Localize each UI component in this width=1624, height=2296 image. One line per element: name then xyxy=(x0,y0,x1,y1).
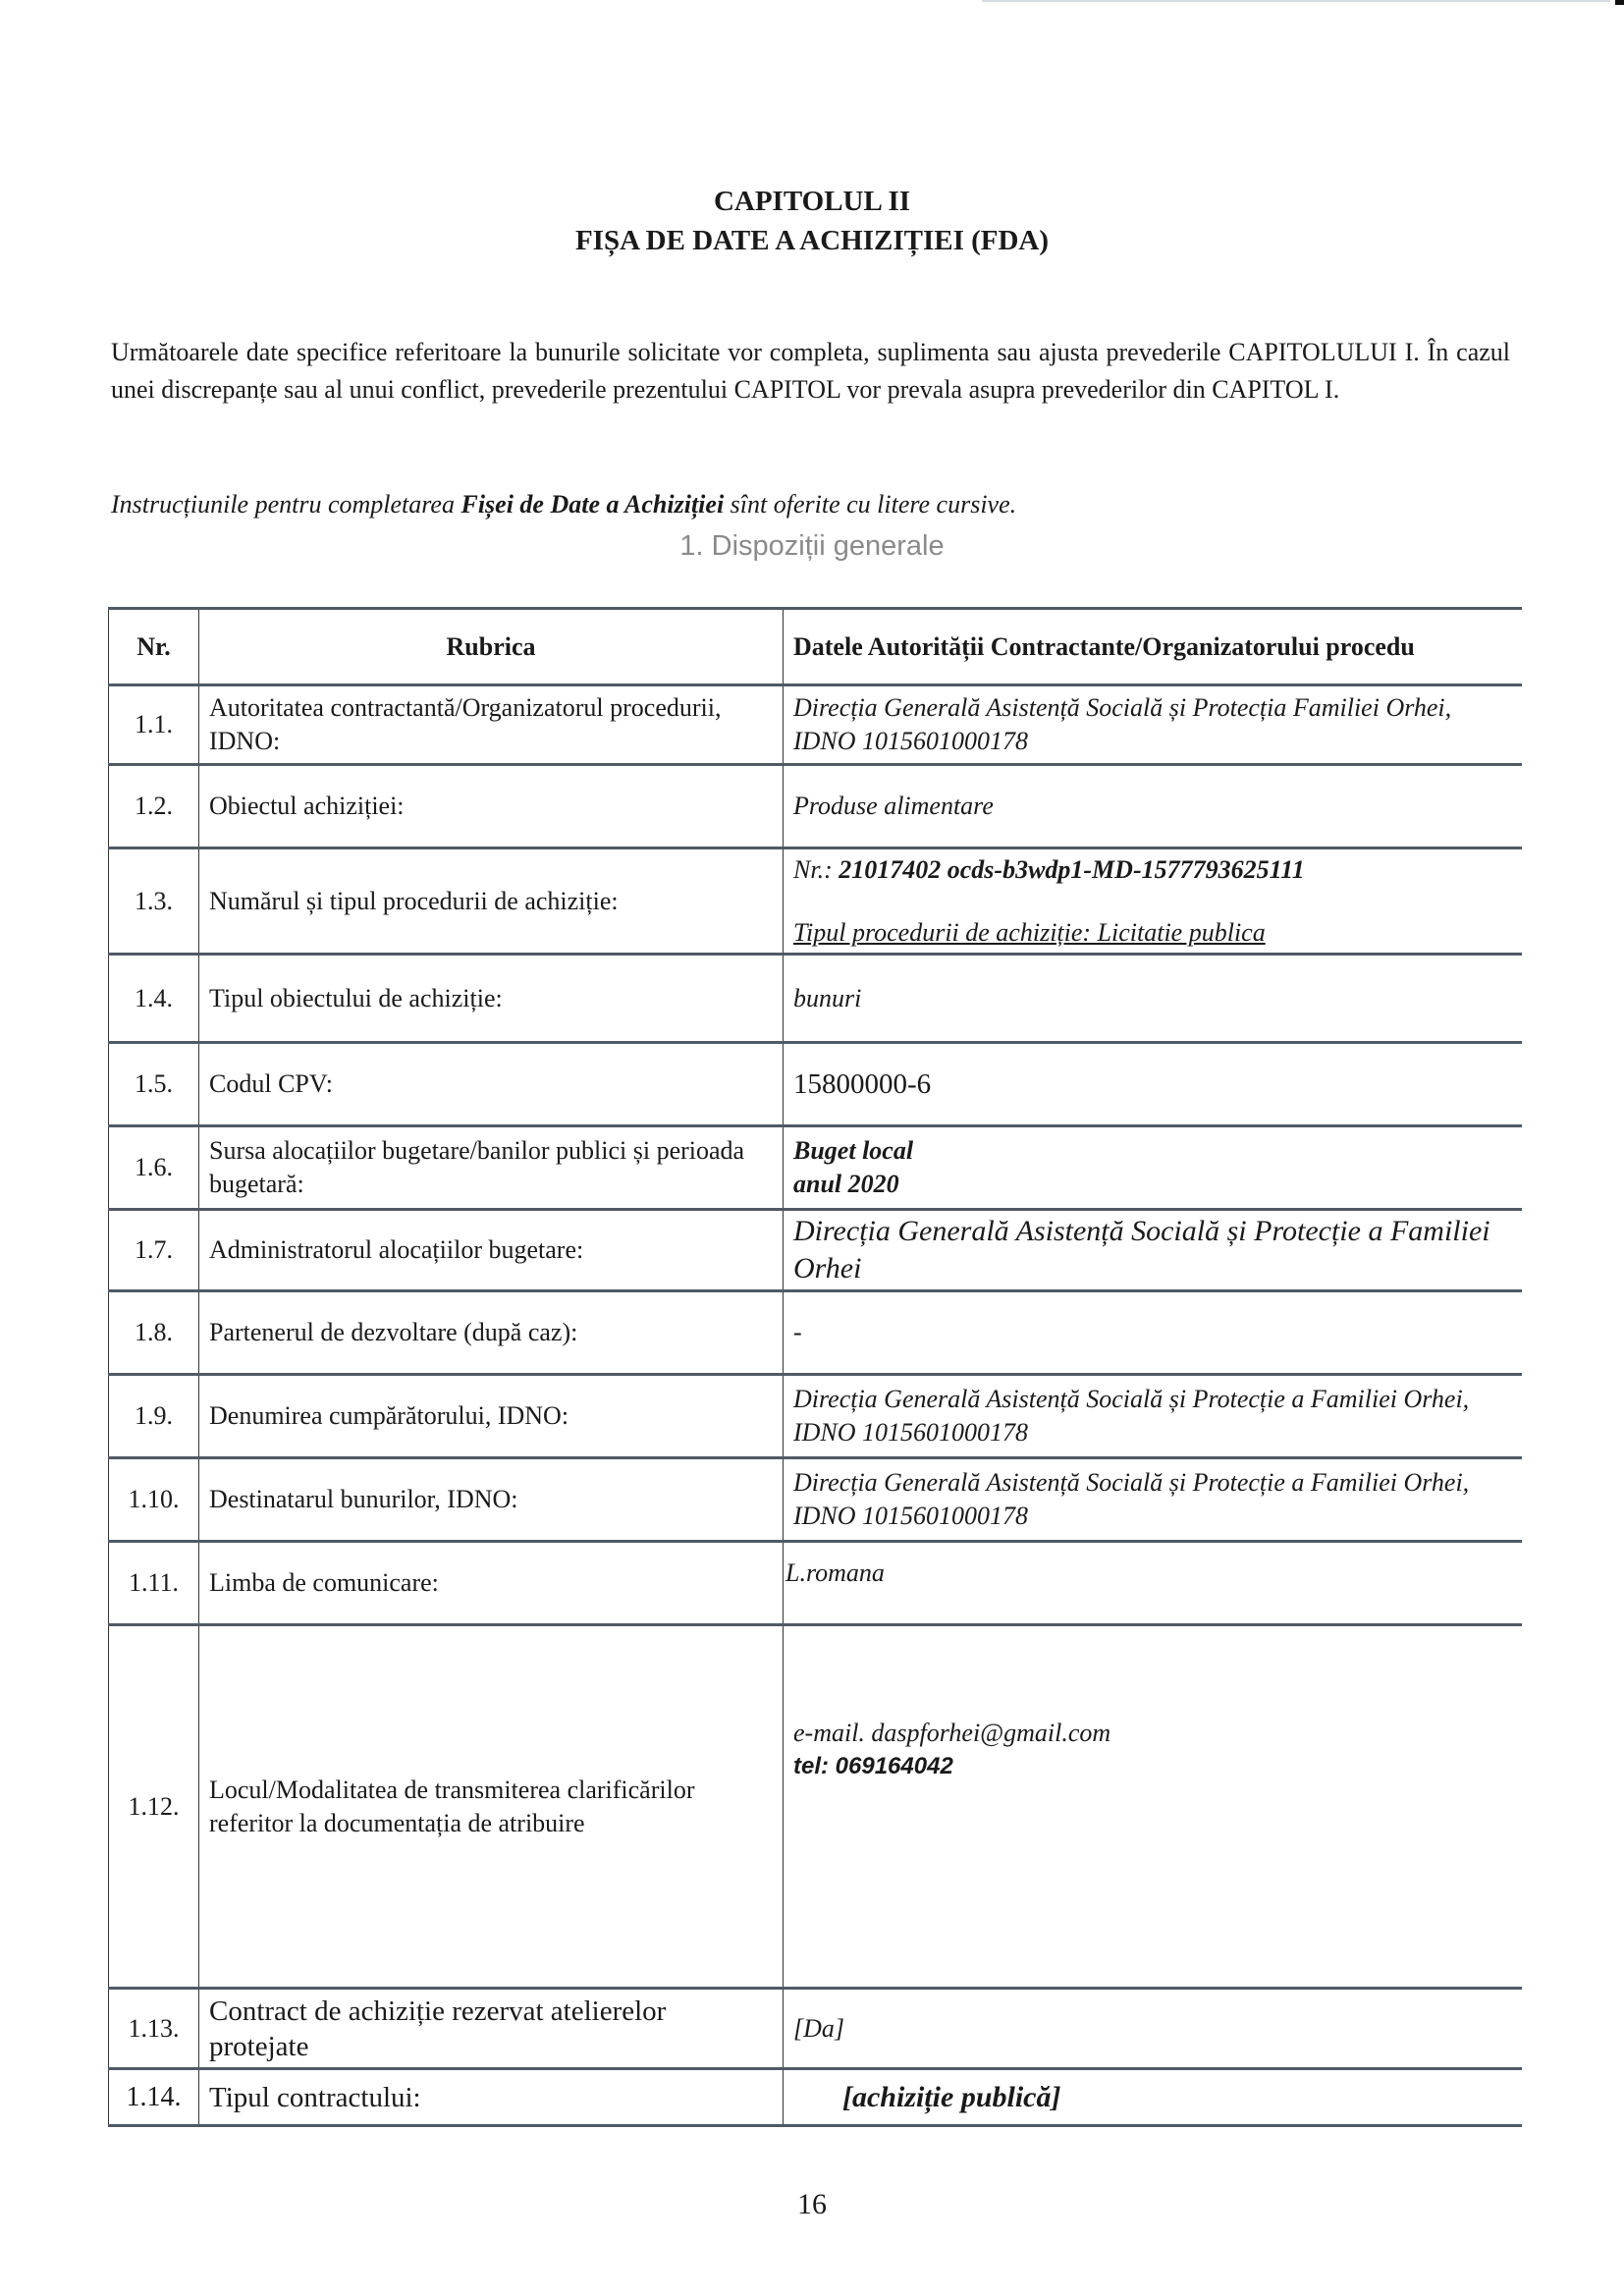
instruction-text: Instrucțiunile pentru completarea xyxy=(111,490,461,519)
row-label: Codul CPV: xyxy=(199,1043,784,1126)
row-number: 1.8. xyxy=(109,1291,199,1375)
table-row xyxy=(109,1126,1523,1210)
document-title: FIȘA DE DATE A ACHIZIȚIEI (FDA) xyxy=(574,225,1050,256)
scan-corner-mark xyxy=(1615,0,1624,5)
row-label: Sursa alocațiilor bugetare/banilor publici și perioada bugetară: xyxy=(199,1126,784,1210)
row-label: Destinatarul bunurilor, IDNO: xyxy=(199,1458,784,1542)
row-value: Direcția Generală Asistență Socială și Protecție a Familiei Orhei, IDNO 1015601000178 xyxy=(784,1375,1523,1458)
header-rubrica: Rubrica xyxy=(199,609,784,685)
chapter-title xyxy=(0,182,1624,260)
row-number: 1.3. xyxy=(109,848,199,955)
row-label: Denumirea cumpărătorului, IDNO: xyxy=(199,1375,784,1458)
row-number: 1.11. xyxy=(109,1542,199,1625)
row-value xyxy=(784,848,1523,955)
row-value: L.romana xyxy=(784,1542,1523,1625)
chapter-number: CAPITOLUL II xyxy=(713,186,911,217)
table-header-row xyxy=(109,609,1523,685)
row-number: 1.9. xyxy=(109,1375,199,1458)
row-label: Tipul obiectului de achiziție: xyxy=(199,955,784,1043)
table-row xyxy=(109,1542,1523,1625)
row-label: Limba de comunicare: xyxy=(199,1542,784,1625)
row-value: [achiziție publică] xyxy=(784,2069,1523,2126)
row-number: 1.6. xyxy=(109,1126,199,1210)
table-row xyxy=(109,1043,1523,1126)
budget-period: anul 2020 xyxy=(793,1170,899,1198)
table-row xyxy=(109,765,1523,848)
row-number: 1.13. xyxy=(109,1989,199,2069)
header-nr: Nr. xyxy=(109,609,199,685)
instruction-text-end: sînt oferite cu litere cursive. xyxy=(724,490,1017,519)
contact-email: e-mail. daspforhei@gmail.com xyxy=(793,1719,1111,1747)
row-value: - xyxy=(784,1291,1523,1375)
row-number: 1.2. xyxy=(109,765,199,848)
table-row xyxy=(109,2069,1523,2126)
row-value: Direcția Generală Asistență Socială și Protecție a Familiei Orhei, IDNO 1015601000178 xyxy=(784,1458,1523,1542)
row-value: [Da] xyxy=(784,1989,1523,2069)
row-value: Direcția Generală Asistență Socială și Protecție a Familiei Orhei xyxy=(784,1210,1523,1291)
row-label: Obiectul achiziției: xyxy=(199,765,784,848)
row-label: Administratorul alocațiilor bugetare: xyxy=(199,1210,784,1291)
table-row xyxy=(109,955,1523,1043)
row-number: 1.7. xyxy=(109,1210,199,1291)
row-number: 1.4. xyxy=(109,955,199,1043)
row-label: Contract de achiziție rezervat atelierelor protejate xyxy=(199,1989,784,2069)
table-row xyxy=(109,1210,1523,1291)
row-value: 15800000-6 xyxy=(784,1043,1523,1126)
table-row xyxy=(109,1291,1523,1375)
row-value: Direcția Generală Asistență Socială și Protecția Familiei Orhei, IDNO 1015601000178 xyxy=(784,685,1523,765)
procedure-number-label: Nr.: xyxy=(793,854,833,884)
budget-source: Buget local xyxy=(793,1136,914,1165)
section-heading: 1. Dispoziții generale xyxy=(679,530,945,562)
intro-paragraph: Următoarele date specifice referitoare la bunurile solicitate vor completa, suplimenta sau ajusta prevederile CAPITOLULUI I. În cazul unei discrepanțe sau al unui conflict, prevederile prezentului CAPITOL vor prevala asupra prevederilor din CAPITOL I. xyxy=(111,338,1510,404)
contact-phone: tel: 069164042 xyxy=(793,1753,953,1779)
row-label: Tipul contractului: xyxy=(199,2069,784,2126)
row-value xyxy=(784,1126,1523,1210)
instruction-note xyxy=(111,486,1510,523)
scan-edge-line xyxy=(982,0,1610,2)
row-value: bunuri xyxy=(784,955,1523,1043)
fda-table xyxy=(108,607,1522,2127)
row-label: Autoritatea contractantă/Organizatorul procedurii, IDNO: xyxy=(199,685,784,765)
row-label: Numărul și tipul procedurii de achiziție: xyxy=(199,848,784,955)
row-label: Partenerul de dezvoltare (după caz): xyxy=(199,1291,784,1375)
row-value: Produse alimentare xyxy=(784,765,1523,848)
table-row xyxy=(109,848,1523,955)
row-number: 1.12. xyxy=(109,1625,199,1989)
instruction-emphasis: Fișei de Date a Achiziției xyxy=(460,490,725,519)
row-number: 1.1. xyxy=(109,685,199,765)
procedure-number: 21017402 ocds-b3wdp1-MD-1577793625111 xyxy=(832,854,1305,884)
page-number: 16 xyxy=(797,2188,827,2220)
row-number: 1.14. xyxy=(109,2069,199,2126)
procedure-type: Tipul procedurii de achiziție: Licitatie publica xyxy=(793,917,1266,947)
table-row xyxy=(109,1625,1523,1989)
row-number: 1.10. xyxy=(109,1458,199,1542)
row-value xyxy=(784,1625,1523,1989)
table-row xyxy=(109,1989,1523,2069)
header-data: Datele Autorității Contractante/Organizatorului procedu xyxy=(784,609,1523,685)
table-row xyxy=(109,1458,1523,1542)
row-number: 1.5. xyxy=(109,1043,199,1126)
table-row xyxy=(109,685,1523,765)
row-label: Locul/Modalitatea de transmiterea clarificărilor referitor la documentația de atribuire xyxy=(199,1625,784,1989)
table-row xyxy=(109,1375,1523,1458)
